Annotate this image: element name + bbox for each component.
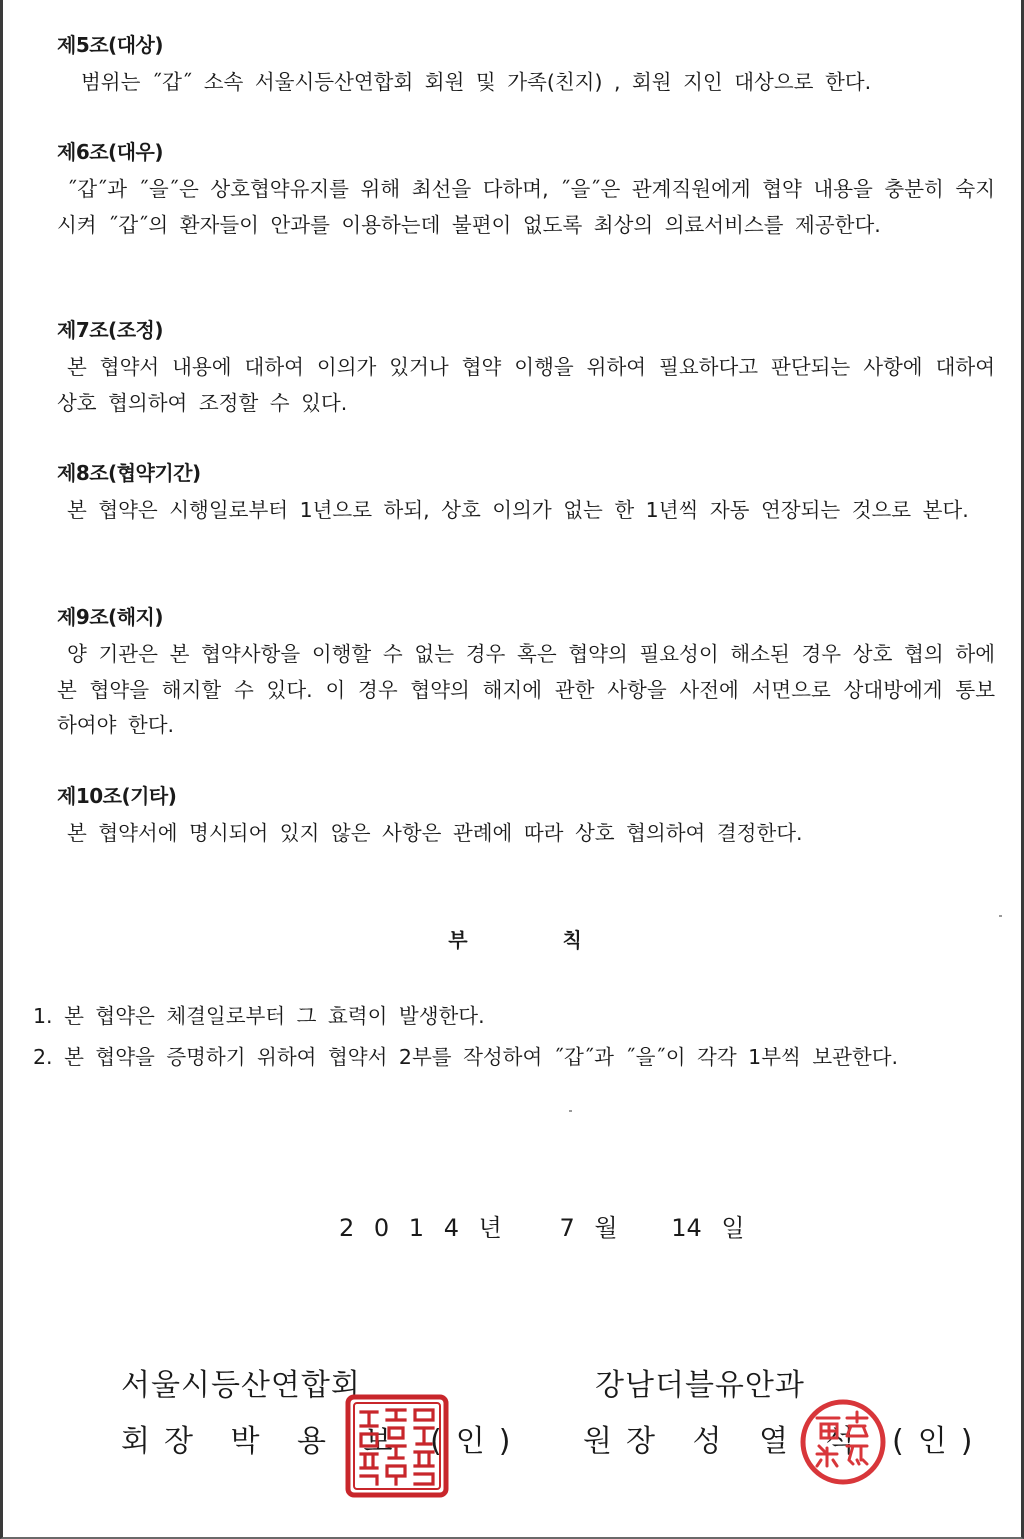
article-6 [57,140,995,243]
date-day: 14 [671,1214,702,1242]
article-body: ˝갑˝과 ˝을˝은 상호협약유지를 위해 최선을 다하며, ˝을˝은 관계직원에게 협약 내용을 충분히 숙지시켜 ˝갑˝의 환자들이 안과를 이용하는데 불편이 없도록 최상의 의료서비스를 제공한다. [57,177,995,237]
article-body: 본 협약서 내용에 대하여 이의가 있거나 협약 이행을 위하여 필요하다고 판단되는 사항에 대하여 상호 협의하여 조정할 수 있다. [57,355,995,415]
signatory-person: 원장 성 열 석 (인) [583,1424,987,1459]
article-title: 제10조(기타) [57,784,177,808]
article-title: 제7조(조정) [57,318,163,342]
list-item: 1. 본 협약은 체결일로부터 그 효력이 발생한다. [33,1004,485,1028]
article-5 [57,33,995,101]
date-day-unit: 일 [721,1214,745,1242]
signatory-organization: 서울시등산연합회 [121,1368,361,1403]
article-title: 제5조(대상) [57,33,163,57]
signatory-organization: 강남더블유안과 [595,1368,805,1403]
supplementary-list [33,996,1003,1078]
article-10 [57,784,995,852]
article-title: 제6조(대우) [57,140,163,164]
signatory-left [121,1358,524,1470]
signatory-right [583,1358,986,1470]
square-seal-icon [345,1394,449,1498]
article-body: 범위는 ˝갑˝ 소속 서울시등산연합회 회원 및 가족(친지) , 회원 지인 대상으로 한다. [81,70,872,94]
article-8 [57,461,995,529]
list-item: 2. 본 협약을 증명하기 위하여 협약서 2부를 작성하여 ˝갑˝과 ˝을˝이 각각 1부씩 보관한다. [33,1045,899,1069]
date-year-unit: 년 [478,1214,502,1242]
date-month-unit: 월 [594,1214,618,1242]
article-body: 양 기관은 본 협약사항을 이행할 수 없는 경우 혹은 협약의 필요성이 해소된 경우 상호 협의 하에 본 협약을 해지할 수 있다. 이 경우 협약의 해지에 관한 사항을 사전에 서면으로 상대방에게 통보하여야 한다. [57,642,995,737]
article-title: 제8조(협약기간) [57,461,201,485]
article-body: 본 협약은 시행일로부터 1년으로 하되, 상호 이의가 없는 한 1년씩 자동 연장되는 것으로 본다. [67,498,969,522]
article-title: 제9조(해지) [57,605,163,629]
article-body: 본 협약서에 명시되어 있지 않은 사항은 관례에 따라 상호 협의하여 결정한다. [67,821,803,845]
article-7 [57,318,995,421]
supplementary-heading: 부 칙 [448,928,626,952]
signatory-person: 회장 박 용 보 (인) [121,1424,525,1459]
date-month: 7 [559,1214,575,1242]
article-9 [57,605,995,744]
scan-speck [569,1110,572,1112]
scan-speck [999,915,1002,917]
date-year: 2 0 1 4 [339,1214,465,1242]
contract-date [339,1208,745,1243]
round-seal-icon [799,1398,887,1486]
